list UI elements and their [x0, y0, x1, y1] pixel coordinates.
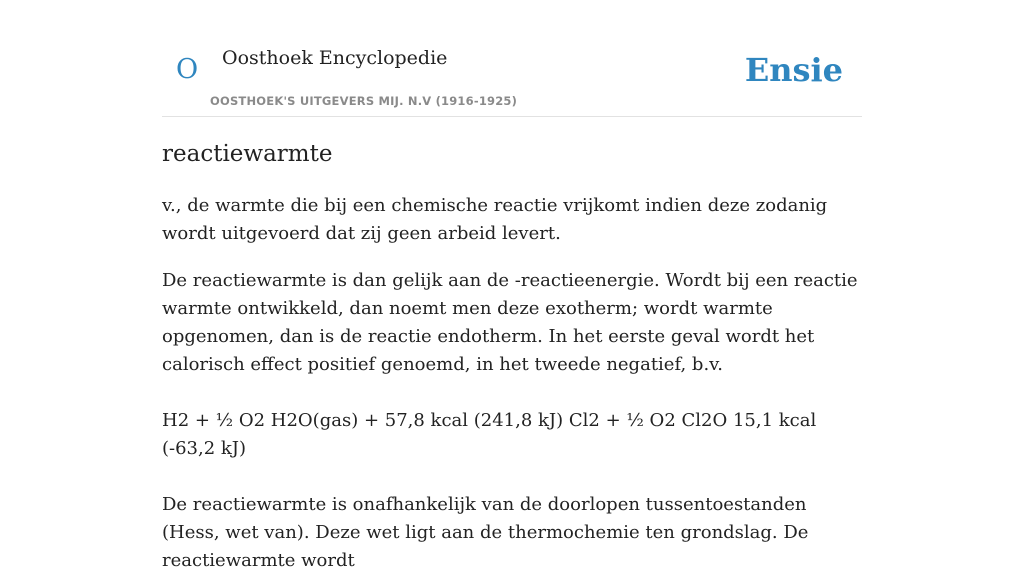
entry-title: reactiewarmte — [162, 141, 333, 167]
entry-paragraph-1: v., de warmte die bij een chemische reactie vrijkomt indien deze zodanig wordt uitgevoerd dat zij geen arbeid levert. — [162, 195, 828, 244]
publisher-label: OOSTHOEK'S UITGEVERS MIJ. N.V (1916-1925) — [210, 94, 518, 108]
entry-content — [162, 138, 862, 575]
entry-formula: H2 + ½ O2 H2O(gas) + 57,8 kcal (241,8 kJ) Cl2 + ½ O2 Cl2O 15,1 kcal (-63,2 kJ) — [162, 410, 817, 459]
brand-logo[interactable]: Ensie — [744, 51, 843, 89]
site-title[interactable]: Oosthoek Encyclopedie — [222, 47, 448, 69]
entry-paragraph-2: De reactiewarmte is dan gelijk aan de -reactieenergie. Wordt bij een reactie warmte ontwikkeld, dan noemt men deze exotherm; wordt warmte opgenomen, dan is de reactie endotherm. In het eerste geval wordt het calorisch effect positief genoemd, in het tweede negatief, b.v. — [162, 270, 858, 375]
site-header — [162, 0, 862, 117]
entry-paragraph-3: De reactiewarmte is onafhankelijk van de doorlopen tussentoestanden (Hess, wet van). Deze wet ligt aan de thermochemie ten grondslag. De reactiewarmte wordt — [162, 494, 809, 571]
site-logo-letter[interactable]: O — [176, 54, 199, 85]
